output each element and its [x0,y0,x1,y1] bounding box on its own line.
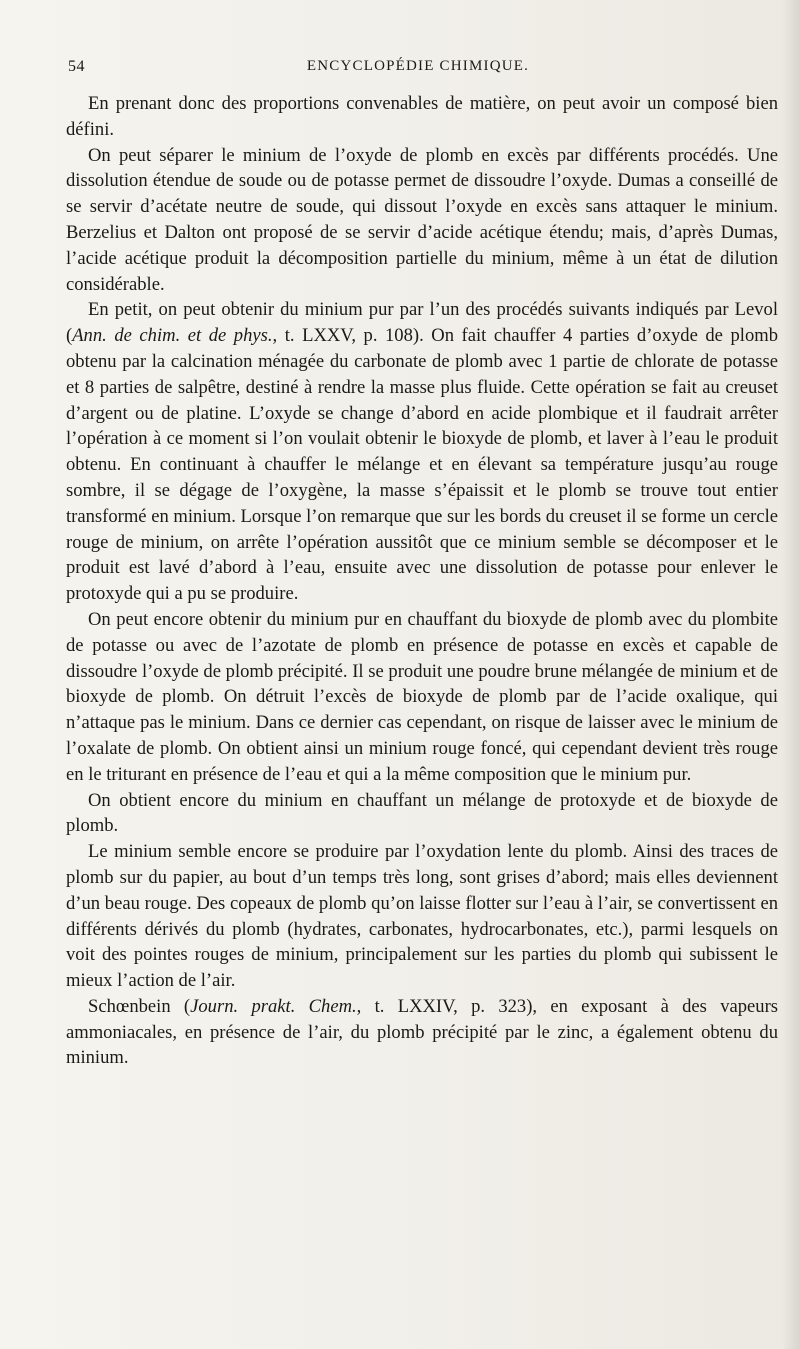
paragraph-7-text-start: Schœnbein ( [88,995,191,1017]
paragraph-1-text: En prenant donc des proportions convenables de matière, on peut avoir un composé bien défini. [66,93,778,140]
page-edge-shadow [782,0,800,1349]
paragraph-5 [66,788,778,840]
body-text [66,91,778,1071]
paragraph-2-text: On peut séparer le minium de l’oxyde de plomb en excès par différents procédés. Une dissolution étendue de soude ou de potasse permet de dissoudre l’oxyde. Dumas a conseillé de se servir d’acétate neutre de soude, qui dissout l’oxyde en excès sans attaquer le minium. Berzelius et Dalton ont proposé de se servir d’acide acétique étendu; mais, d’après Dumas, l’acide acétique produit la décomposition partielle du minium, même à un état de dilution considérable. [66,144,778,295]
paragraph-2 [66,143,778,298]
paragraph-7 [66,994,778,1071]
page-number: 54 [68,58,85,75]
running-head: ENCYCLOPÉDIE CHIMIQUE. [306,58,530,74]
citation-levol: Ann. de chim. et de phys. [72,325,273,347]
page-header [68,58,768,82]
citation-schoenbein: Journ. prakt. Chem. [190,995,357,1017]
paragraph-3 [66,297,778,607]
paragraph-5-text: On obtient encore du minium en chauffant un mélange de protoxyde et de bioxyde de plomb. [66,789,778,837]
paragraph-7-text-end: , t. LXXIV, p. 323), en exposant à des vapeurs ammoniacales, en présence de l’air, du plomb précipité par le zinc, a également obtenu du minium. [66,995,779,1069]
paragraph-4-text: On peut encore obtenir du minium pur en chauffant du bioxyde de plomb avec du plombite de potasse ou avec de l’azotate de plomb en présence de potasse en excès et capable de dissoudre l’oxyde de plomb précipité. Il se produit une poudre brune mélangée de minium et de bioxyde de plomb. On détruit l’excès de bioxyde de plomb par de l’acide oxalique, qui n’attaque pas le minium. Dans ce dernier cas cependant, on risque de laisser avec le minium de l’oxalate de plomb. On obtient ainsi un minium rouge foncé, qui cependant devient très rouge en le triturant en présence de l’eau et qui a la même composition que le minium pur. [66,608,778,785]
paragraph-6 [66,839,778,994]
paragraph-1 [66,91,778,143]
paragraph-3-text-end: , t. LXXV, p. 108). On fait chauffer 4 parties d’oxyde de plomb obtenu par la calcination ménagée du carbonate de plomb avec 1 partie de chlorate de potasse et 8 parties de salpêtre, destiné à rendre la masse plus fluide. Cette opération se fait au creuset d’argent ou de platine. L’oxyde se change d’abord en acide plombique et il faudrait arrêter l’opération à ce moment si l’on voulait obtenir le bioxyde de plomb, et laver à l’eau le produit obtenu. En continuant à chauffer le mélange et en élevant sa température jusqu’au rouge sombre, il se dégage de l’oxygène, la masse s’épaissit et le plomb se trouve tout entier transformé en minium. Lorsque l’on remarque que sur les bords du creuset il se forme un cercle rouge de minium, on arrête l’opération aussitôt que ce minium semble se décomposer et le produit est lavé d’abord à l’eau, ensuite avec une dissolution de potasse pour enlever le protoxyde qui a pu se produire. [66,325,779,605]
paragraph-6-text: Le minium semble encore se produire par l’oxydation lente du plomb. Ainsi des traces de plomb sur du papier, au bout d’un temps très long, sont grises d’abord; mais elles deviennent d’un beau rouge. Des copeaux de plomb qu’on laisse flotter sur l’eau à l’air, se convertissent en différents dérivés du plomb (hydrates, carbonates, hydrocarbonates, etc.), parmi lesquels on voit des pointes rouges de minium, principalement sur les parties du plomb qui subissent le mieux l’action de l’air. [66,841,778,992]
paragraph-3-text-start: En petit, on peut obtenir du minium pur par l’un des procédés suivants indiqués par Levol ( [66,299,778,347]
paragraph-4 [66,607,778,788]
